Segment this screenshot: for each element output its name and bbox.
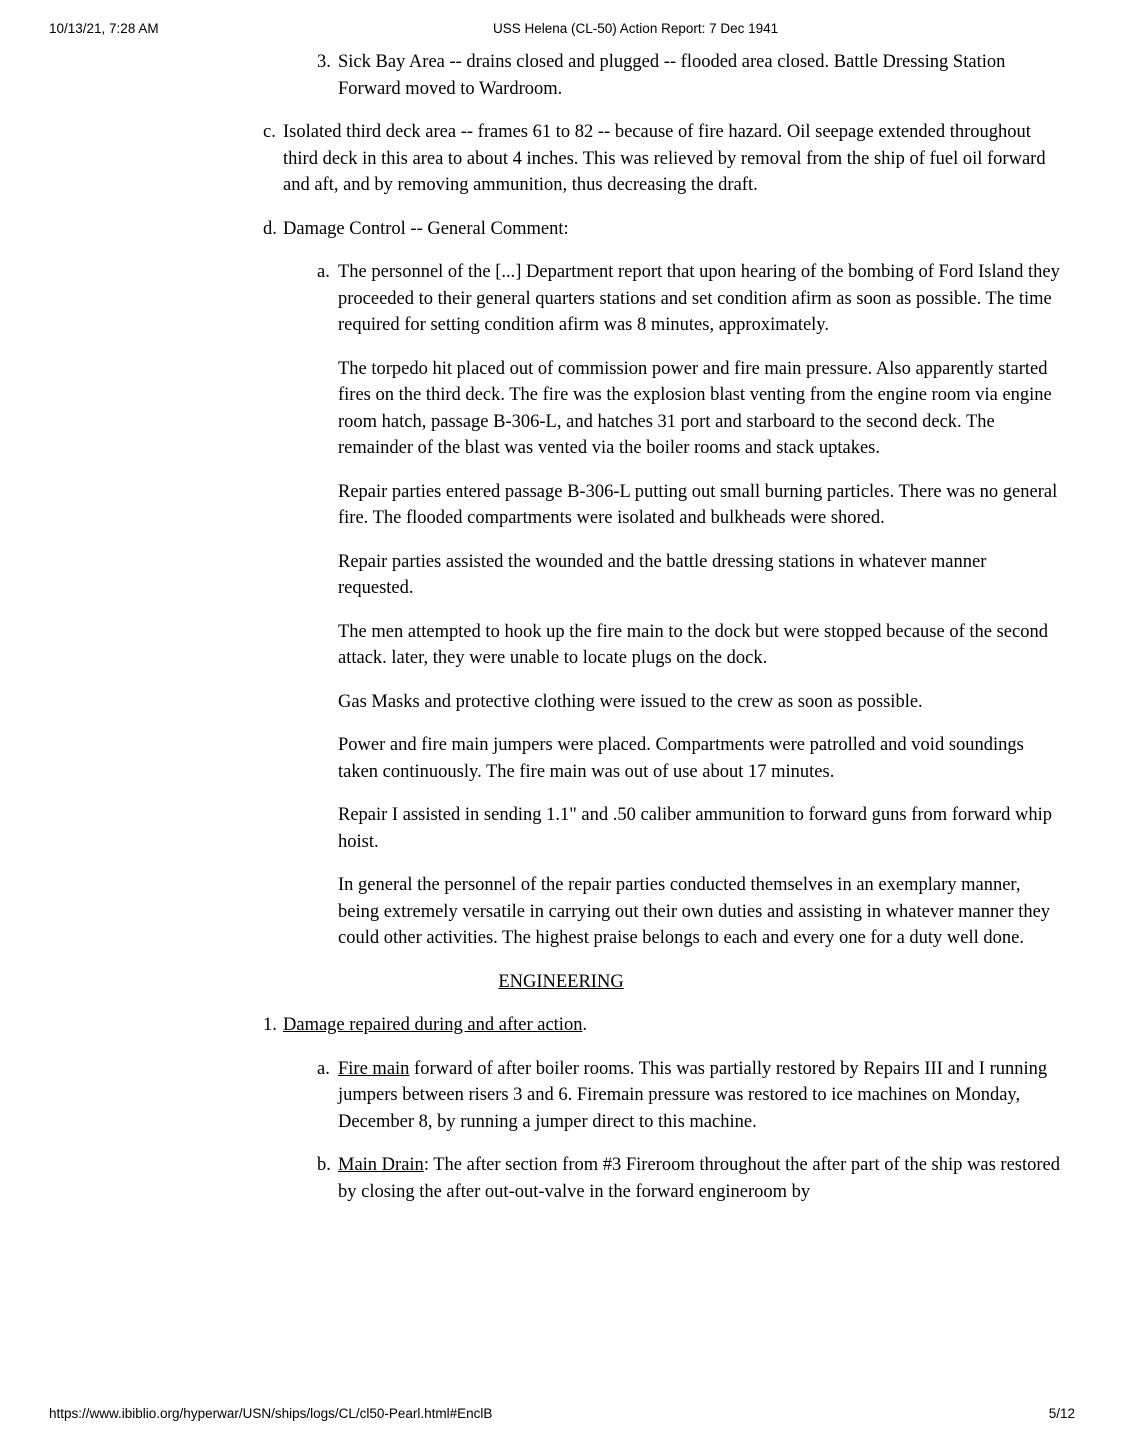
item-text: : The after section from #3 Fireroom throughout the after part of the ship was restored by closing the after out-out-valve in the forward engineroom by (338, 1155, 1060, 1202)
item-marker: 1. (263, 1015, 277, 1035)
item-text-underlined: Fire main (338, 1058, 410, 1079)
list-item-fire-main (0, 1056, 1122, 1136)
item-text: Sick Bay Area -- drains closed and plugged -- flooded area closed. Battle Dressing Station Forward moved to Wardroom. (338, 52, 1006, 99)
list-item-main-drain (0, 1152, 1122, 1205)
item-marker: b. (317, 1155, 331, 1175)
paragraph-men-attempted: The men attempted to hook up the fire main to the dock but were stopped because of the second attack. later, they were unable to locate plugs on the dock. (338, 621, 1048, 668)
paragraph-power-jumpers: Power and fire main jumpers were placed. Compartments were patrolled and void soundings taken continuously. The fire main was out of use about 17 minutes. (338, 735, 1024, 782)
paragraph-torpedo-hit: The torpedo hit placed out of commission power and fire main pressure. Also apparently started fires on the third deck. The fire was the explosion blast venting from the engine room via engine room hatch, passage B-306-L, and hatches 31 port and starboard to the second deck. The remainder of the blast was vented via the boiler rooms and stack uptakes. (338, 358, 1052, 458)
item-marker: a. (317, 1058, 330, 1079)
item-text-underlined: Main Drain (338, 1155, 424, 1175)
item-text-underlined: Damage repaired during and after action (283, 1015, 583, 1035)
print-header-datetime: 10/13/21, 7:28 AM (49, 21, 159, 36)
section-heading-text: ENGINEERING (498, 971, 624, 992)
item-marker: c. (263, 122, 276, 142)
print-footer-url: https://www.ibiblio.org/hyperwar/USN/ships/logs/CL/cl50-Pearl.html#EnclB (49, 1406, 493, 1421)
print-footer-page-number: 5/12 (1048, 1406, 1075, 1421)
item-text: . (582, 1015, 588, 1035)
item-marker: a. (317, 262, 330, 282)
print-header-title: USS Helena (CL-50) Action Report: 7 Dec 1941 (493, 21, 779, 36)
paragraph-repair-parties-assisted: Repair parties assisted the wounded and the battle dressing stations in whatever manner requested. (338, 551, 987, 598)
paragraph-in-general: In general the personnel of the repair parties conducted themselves in an exemplary manner, being extremely versatile in carrying out their own duties and assisting in whatever manner they could other activities. The highest praise belongs to each and every one for a duty well done. (338, 875, 1051, 948)
item-marker: d. (263, 218, 277, 239)
list-item-personnel (0, 259, 1122, 339)
section-heading-engineering (0, 969, 1122, 996)
item-marker: 3. (317, 52, 331, 72)
item-text: forward of after boiler rooms. This was partially restored by Repairs III and I running jumpers between risers 3 and 6. Firemain pressure was restored to ice machines on Monday, December 8, by running a jumper direct to this machine. (338, 1058, 1048, 1132)
paragraph-gas-masks: Gas Masks and protective clothing were issued to the crew as soon as possible. (338, 691, 923, 712)
list-item-damage-repaired (0, 1012, 1122, 1039)
document-content (0, 49, 1122, 1222)
list-item-isolated-third-deck (0, 119, 1122, 199)
item-text: Damage Control -- General Comment: (283, 218, 569, 239)
list-item-sick-bay (0, 49, 1122, 102)
paragraph-repair-parties-entered: Repair parties entered passage B-306-L putting out small burning particles. There was no general fire. The flooded compartments were isolated and bulkheads were shored. (338, 481, 1058, 528)
paragraph-repair-one: Repair I assisted in sending 1.1" and .50 caliber ammunition to forward guns from forward whip hoist. (338, 805, 1052, 852)
item-text: Isolated third deck area -- frames 61 to 82 -- because of fire hazard. Oil seepage extended throughout third deck in this area to about 4 inches. This was relieved by removal from the ship of fuel oil forward and aft, and by removing ammunition, thus decreasing the draft. (283, 122, 1046, 195)
item-text: The personnel of the [...] Department report that upon hearing of the bombing of Ford Island they proceeded to their general quarters stations and set condition afirm as soon as possible. The time required for setting condition afirm was 8 minutes, approximately. (338, 262, 1060, 335)
list-item-damage-control (0, 216, 1122, 243)
